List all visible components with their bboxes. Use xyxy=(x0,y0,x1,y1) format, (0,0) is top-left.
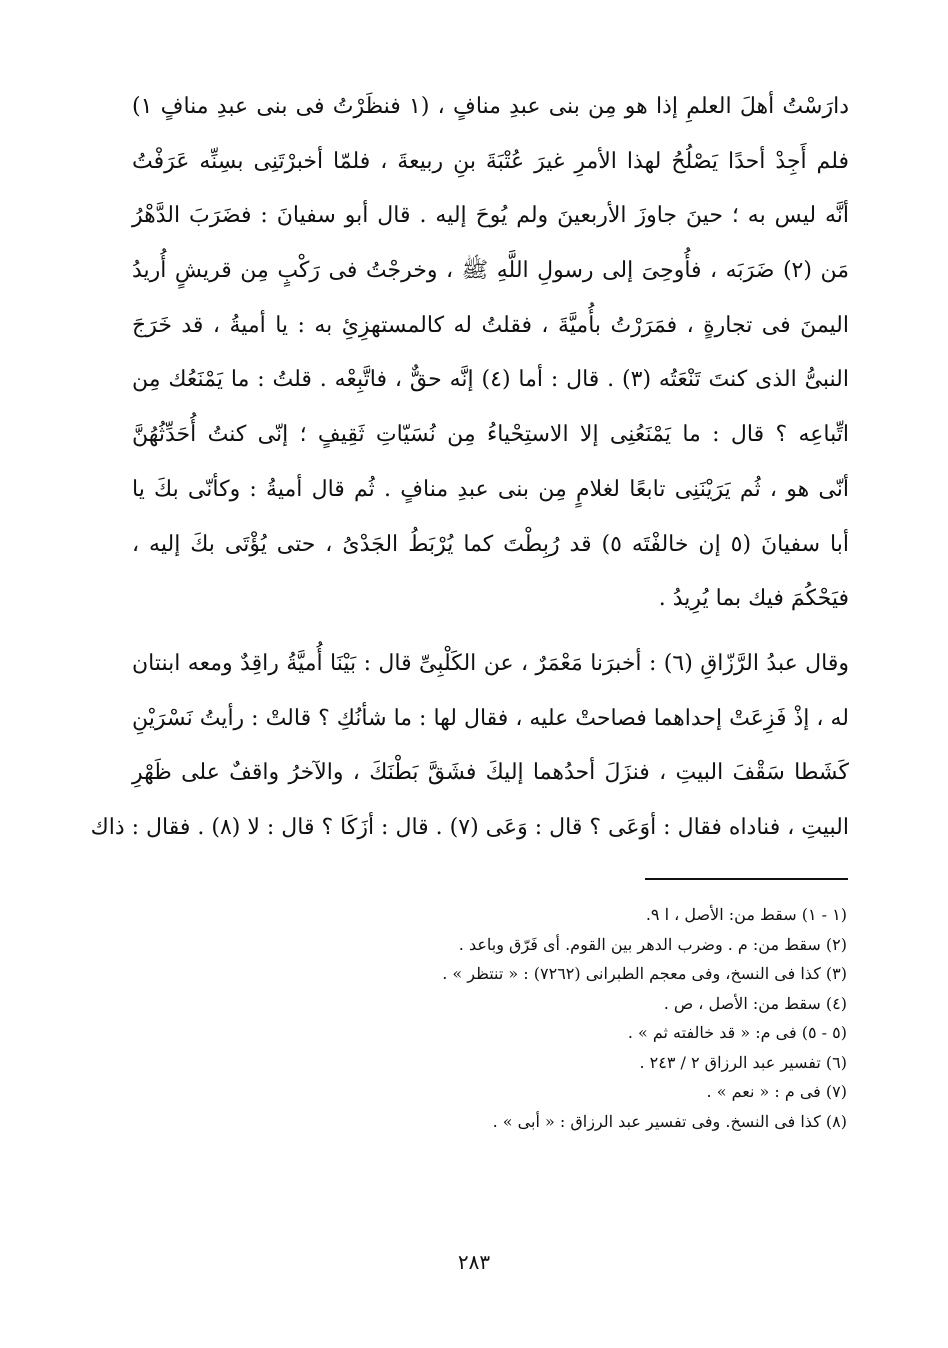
text-line: وقال عبدُ الرَّزّاقِ (٦) : أخبرَنا مَعْمَرٌ ، عن الكَلْبِىِّ قال : بَيْنَا أُميَّةُ راقِدٌ ومعه ابنتان xyxy=(132,650,849,676)
text-line: أبا سفيانَ (٥ إن خالفْتَه ٥) قد رُبِطْتَ كما يُرْبَطُ الجَدْىُ ، حتى يُؤْتَى بكَ إليه ، xyxy=(132,531,849,557)
text-line: أنَّه ليس به ؛ حينَ جاوزَ الأربعينَ ولم يُوحَ إليه . قال أبو سفيانَ : فضَرَبَ الدَّهْرُ xyxy=(132,203,849,229)
paragraph-2 xyxy=(90,637,849,856)
footnote: (٥ - ٥) فى م: « قد خالفته ثم » . xyxy=(627,1023,847,1042)
footnote-divider xyxy=(645,878,848,880)
text-line: اتِّباعِه ؟ قال : ما يَمْنَعُنِى إلا الاستِحْياءُ مِن نُسَيّاتِ ثَقِيفٍ ؛ إنّى كنتُ أُحَدِّثُهُنَّ xyxy=(132,422,849,448)
text-line: اليمنَ فى تجارةٍ ، فمَرَرْتُ بأُميَّةَ ، فقلتُ له كالمستهزِئِ به : يا أميةُ ، قد خَرَجَ xyxy=(132,312,849,338)
footnote: (٢) سقط من: م . وضرب الدهر بين القوم. أى فَرّق وباعد . xyxy=(458,934,847,954)
text-line: دارَسْتُ أهلَ العلمِ إذا هو مِن بنى عبدِ منافٍ ، (١ فنظَرْتُ فى بنى عبدِ منافٍ ١) xyxy=(132,94,849,119)
footnotes xyxy=(132,900,847,1136)
footnote: (٨) كذا فى النسخ. وفى تفسير عبد الرزاق : « أبى » . xyxy=(492,1111,847,1131)
text-line: له ، إذْ فَزِعَتْ إحداهما فصاحتْ عليه ، فقال لها : ما شأنُكِ ؟ قالتْ : رأيتُ نَسْرَيْنِ xyxy=(131,705,849,731)
text-line: فلم أَجِدْ أحدًا يَصْلُحُ لهذا الأمرِ غيرَ عُتْبَةَ بنِ ربيعةَ ، فلمّا أخبرْتَنِى بسِنِّه عَرَفْتُ xyxy=(132,148,849,174)
main-text xyxy=(90,80,849,856)
paragraph-gap xyxy=(132,627,849,637)
page-number: ٢٨٣ xyxy=(457,1250,491,1274)
footnote: (١ - ١) سقط من: الأصل ، ا ٩. xyxy=(645,905,847,924)
footnote: (٤) سقط من: الأصل ، ص . xyxy=(663,993,847,1013)
text-line: البيتِ ، فناداه فقال : أوَعَى ؟ قال : وَعَى (٧) . قال : أزَكَا ؟ قال : لا (٨) . فقال : ذاك xyxy=(90,814,849,840)
footnote: (٧) فى م : « نعم » . xyxy=(706,1082,847,1101)
paragraph-1 xyxy=(132,80,849,627)
text-line: كَشَطا سَقْفَ البيتِ ، فنزَلَ أحدُهما إليكَ فشَقَّ بَطْنَكَ ، والآخرُ واقفٌ على ظَهْرِ xyxy=(132,760,849,786)
footnote: (٣) كذا فى النسخ، وفى معجم الطبرانى (٧٢٦٢) : « تنتظر » . xyxy=(442,964,847,983)
text-line: فيَحْكُمَ فيك بما يُرِيدُ . xyxy=(658,586,849,612)
text-line: النبىُّ الذى كنتَ تَنْعَتُه (٣) . قال : أما (٤) إنَّه حقٌّ ، فاتَّبِعْه . قلتُ : ما يَمْنَعُك مِن xyxy=(132,367,849,393)
text-line: مَن (٢) ضَرَبَه ، فأُوحِىَ إلى رسولِ اللَّهِ ﷺ ، وخرجْتُ فى رَكْبٍ مِن قريشٍ أُريدُ xyxy=(132,258,849,284)
footnote: (٦) تفسير عبد الرزاق ٢ / ٢٤٣ . xyxy=(639,1052,847,1072)
text-line: أنّى هو ، ثُم يَرَيْنَنِى تابعًا لغلامٍ مِن بنى عبدِ منافٍ . ثُم قال أميةُ : وكأنّى بكَ يا xyxy=(132,476,849,502)
